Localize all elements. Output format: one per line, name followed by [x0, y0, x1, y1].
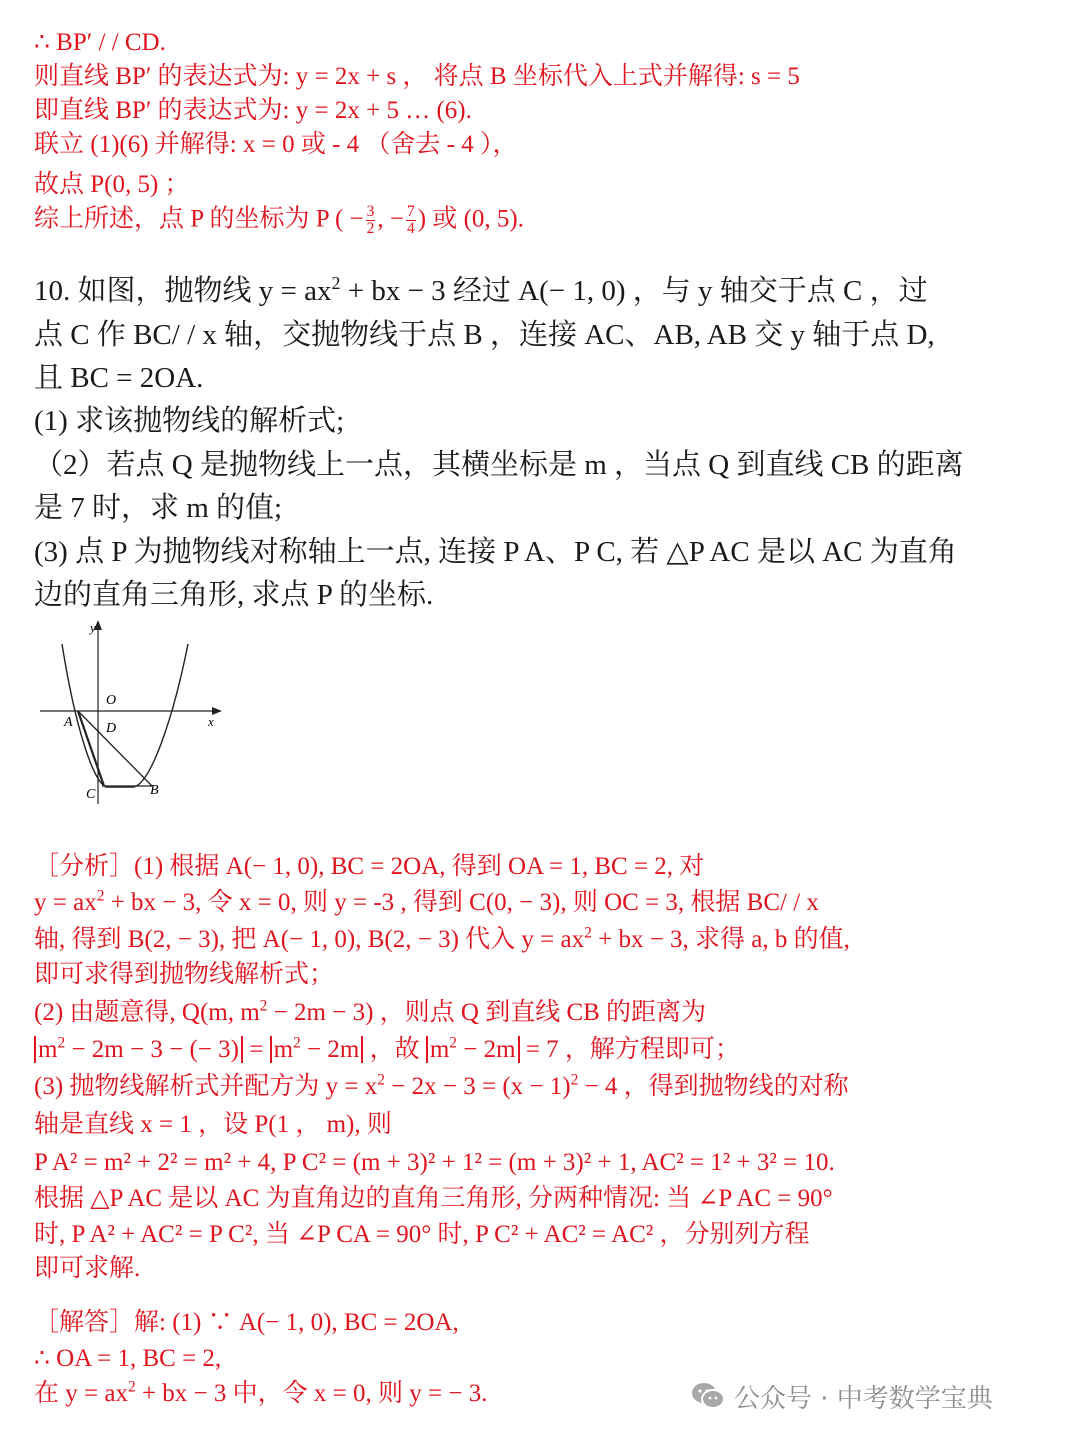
solution-line-2: 则直线 BP′ 的表达式为: y = 2x + s ， 将点 B 坐标代入上式并解得: s = 5: [34, 63, 800, 90]
analysis-line-12: 即可求解.: [34, 1255, 141, 1282]
answer-line-2: ∴ OA = 1, BC = 2,: [34, 1345, 222, 1372]
watermark-text: 公众号 · 中考数学宝典: [734, 1383, 993, 1414]
parabola-figure: [34, 614, 234, 814]
analysis-line-8: 轴是直线 x = 1 ，设 P(1 ， m), 则: [34, 1111, 392, 1138]
analysis-line-7: (3) 抛物线解析式并配方为 $y = x^2 - 2x - 3 = (x - 1)^2 - 4$ ，得到抛物线的对称: [34, 1071, 849, 1100]
problem-line-3: 且 BC = 2OA.: [34, 362, 204, 394]
analysis-line-6: $m^2 - 2m - 3$ − (− $3) = m^2 - 2m$ ，故 $m^2 - 2m = 7$ ，解方程即可；: [34, 1037, 740, 1062]
answer-line-3: 在 $y = ax^2$ + bx − 3 中，令 x = 0, 则 y = − 3.: [34, 1378, 488, 1407]
solution-conclusion: 综上所述，点 P 的坐标为 P ( − $\frac{3}{2}$ , − $\frac{7}{4}$ ) 或 (0, 5).: [34, 203, 524, 238]
watermark: [690, 1376, 993, 1416]
question-2-cont: 是 7 时，求 m 的值;: [34, 492, 283, 524]
segment-ac: [78, 711, 104, 786]
question-3: (3) 点 P 为抛物线对称轴上一点, 连接 P A、P C, 若 △P AC 是以 AC 为直角: [34, 536, 957, 568]
question-1: (1) 求该抛物线的解析式;: [34, 405, 345, 437]
point-a-label: A: [64, 715, 73, 730]
parabola-curve: [62, 644, 188, 787]
problem-line-2: 点 C 作 BC/ / x 轴，交抛物线于点 B ，连接 AC、AB, AB 交 y 轴于点 D,: [34, 319, 935, 351]
analysis-line-2: $y = ax^2$ + bx − 3, 令 x = 0, 则 y = -3 , 得到 C(0, − 3), 则 OC = 3, 根据 BC/ / x: [34, 887, 819, 916]
answer-line-1: ［解答］解: (1) ∵ A(− 1, 0), BC = 2OA,: [34, 1309, 459, 1336]
analysis-line-3: 轴, 得到 B(2, − 3), 把 A(− 1, 0), B(2, − 3) 代入 $y = ax^2$ + bx − 3, 求得 a, b 的值,: [34, 924, 850, 953]
problem-line-1: 10. 如图，抛物线 $y = ax^2$ + bx − 3 经过 A(− 1, 0) ，与 y 轴交于点 C ，过: [34, 273, 928, 307]
analysis-line-11: 时, P A² + AC² = P C², 当 ∠P CA = 90° 时, P C² + AC² = AC² ，分别列方程: [34, 1221, 810, 1248]
analysis-line-5: (2) 由题意得, Q(m, $m^2 - 2m - 3$) ，则点 Q 到直线 CB 的距离为: [34, 997, 707, 1026]
solution-line-5: 故点 P(0, 5) ；: [34, 171, 190, 198]
x-axis-label: x: [208, 714, 214, 729]
analysis-line-1: ［分析］(1) 根据 A(− 1, 0), BC = 2OA, 得到 OA = 1, BC = 2, 对: [34, 853, 705, 880]
question-3-cont: 边的直角三角形, 求点 P 的坐标.: [34, 579, 434, 611]
analysis-line-10: 根据 △P AC 是以 AC 为直角边的直角三角形, 分两种情况: 当 ∠P AC = 90°: [34, 1185, 833, 1212]
point-b-label: B: [150, 783, 159, 798]
point-d-label: D: [106, 721, 117, 736]
solution-line-3: 即直线 BP′ 的表达式为: y = 2x + 5 … (6).: [34, 97, 472, 124]
y-axis-label: y: [90, 620, 96, 635]
solution-line-4: 联立 (1)(6) 并解得: x = 0 或 - 4 （舍去 - 4 ），: [34, 131, 518, 158]
point-c-label: C: [86, 787, 96, 802]
question-2: （2）若点 Q 是抛物线上一点，其横坐标是 m ，当点 Q 到直线 CB 的距离: [34, 449, 964, 481]
solution-line-1: ∴ BP′ / / CD.: [34, 29, 166, 56]
wechat-icon: [690, 1381, 726, 1411]
analysis-line-9: P A² = m² + 2² = m² + 4, P C² = (m + 3)² + 1² = (m + 3)² + 1, AC² = 1² + 3² = 10.: [34, 1149, 835, 1176]
point-o-label: O: [106, 693, 117, 708]
analysis-line-4: 即可求得到抛物线解析式；: [34, 961, 335, 988]
